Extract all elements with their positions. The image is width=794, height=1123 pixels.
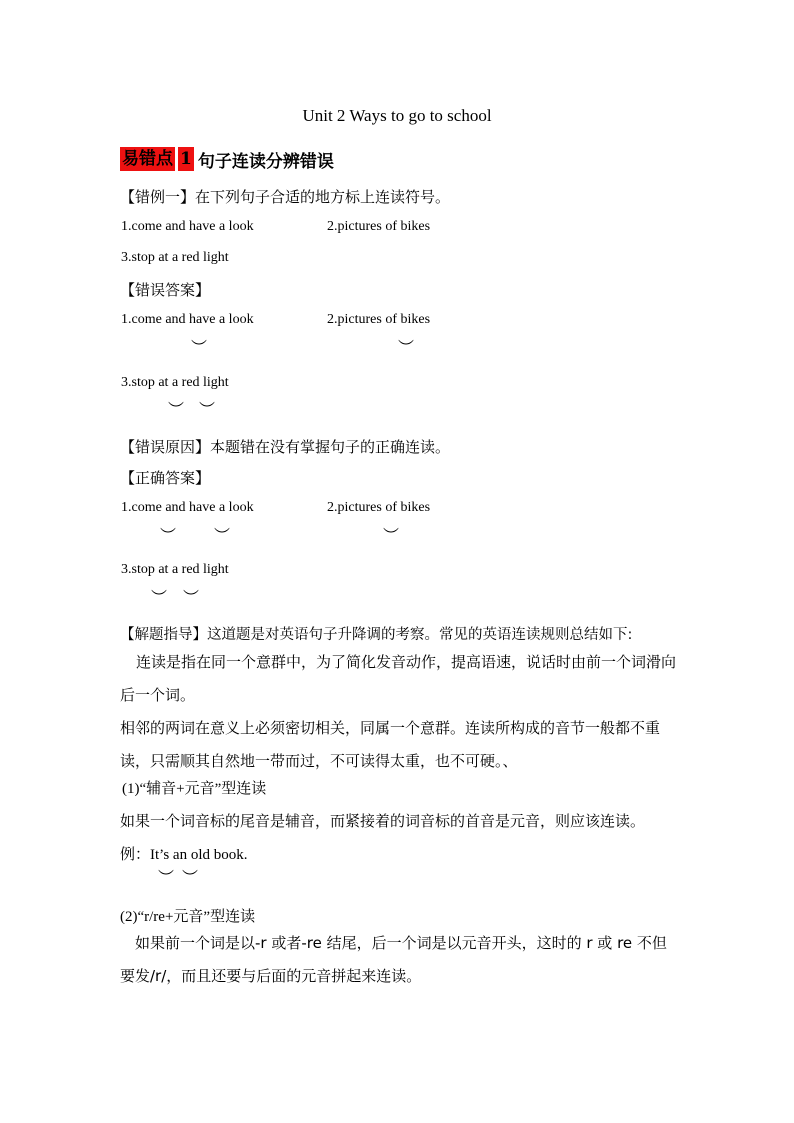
wrong-item-2: 2.pictures of bikes <box>327 312 431 327</box>
wrong-item-3: 3.stop at a red light <box>121 375 229 390</box>
link-mark: ︶ <box>183 588 200 607</box>
link-mark: ︶ <box>151 588 168 607</box>
link-mark: ︶ <box>199 400 216 419</box>
link-mark: ︶ <box>158 868 175 887</box>
correct-item-3: 3.stop at a red light <box>121 562 229 577</box>
rule-2-title: (2)“r/re+元音”型连读 <box>120 909 256 925</box>
example-label: 【错例一】在下列句子合适的地方标上连读符号。 <box>120 188 451 206</box>
correct-item-1: 1.come and have a look <box>121 500 254 515</box>
link-mark: ︶ <box>383 526 400 545</box>
link-mark: ︶ <box>182 868 199 887</box>
link-mark: ︶ <box>214 526 231 545</box>
example-item-1: 1.come and have a look <box>121 219 254 234</box>
rule-2-text: 如果前一个词是以-r 或者-re 结尾，后一个词是以元音开头，这时的 r 或 re 不但要发/r/，而且还要与后面的元音拼起来连读。 <box>120 934 667 985</box>
rule-1-text: 如果一个词音标的尾音是辅音，而紧接着的词音标的首音是元音，则应该连读。 <box>120 812 646 830</box>
error-point-heading <box>120 146 334 172</box>
error-point-tag: 易错点 <box>122 149 173 169</box>
link-mark: ︶ <box>191 338 208 357</box>
example-item-3: 3.stop at a red light <box>121 250 229 265</box>
error-point-title: 句子连读分辨错误 <box>197 151 334 172</box>
error-point-number: 1 <box>180 149 192 169</box>
error-reason: 【错误原因】本题错在没有掌握句子的正确连读。 <box>120 438 451 456</box>
link-mark: ︶ <box>168 400 185 419</box>
link-mark: ︶ <box>160 526 177 545</box>
rule-1-title: (1)“辅音+元音”型连读 <box>122 781 267 797</box>
correct-answer-label: 【正确答案】 <box>120 469 211 487</box>
link-mark: ︶ <box>398 338 415 357</box>
rule-1-example: 例：It’s an old book. <box>120 847 248 863</box>
guide-paragraph-2: 相邻的两词在意义上必须密切相关，同属一个意群。连读所构成的音节一般都不重读，只需顺其自然地一带而过，不可读得太重，也不可硬。、 <box>120 719 661 770</box>
page-title: Unit 2 Ways to go to school <box>302 106 492 125</box>
correct-item-2: 2.pictures of bikes <box>327 500 431 515</box>
guide-paragraph-1: 连读是指在同一个意群中，为了简化发音动作，提高语速，说话时由前一个词滑向后一个词。 <box>120 653 677 704</box>
wrong-item-1: 1.come and have a look <box>121 312 254 327</box>
guide-intro: 【解题指导】这道题是对英语句子升降调的考察。常见的英语连读规则总结如下: <box>120 627 633 643</box>
example-item-2: 2.pictures of bikes <box>327 219 431 234</box>
wrong-answer-label: 【错误答案】 <box>120 281 211 299</box>
